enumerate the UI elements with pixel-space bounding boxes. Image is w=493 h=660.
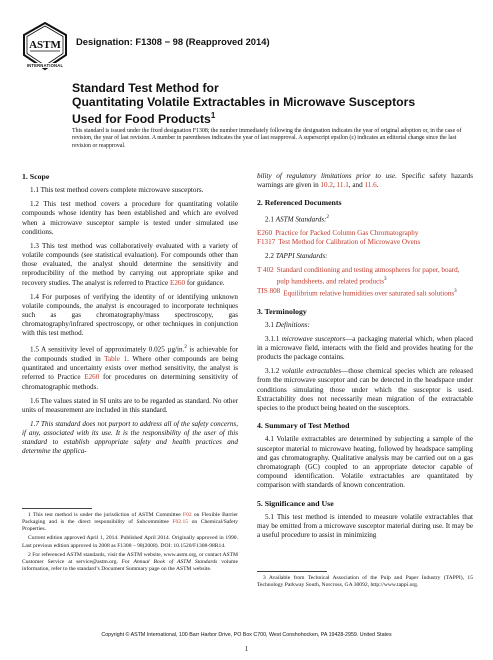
- para-1-5-text-d: for procedures on determining sensitivity of chromatographic methods.: [22, 373, 238, 391]
- section-heading-significance: 5. Significance and Use: [257, 498, 334, 508]
- sep-1: ,: [332, 181, 337, 190]
- title-line-1: Standard Test Method for: [72, 81, 219, 95]
- footnote-1-text-c: on Chemical/Safety Properties.: [22, 519, 238, 533]
- reference-item[interactable]: [257, 287, 473, 299]
- issuance-note: This standard is issued under the fixed designation F1308; the number immediately following the designation indicates the year of original adoption or, in the case of revision, the year of last revision. A number in parentheses indicates the year of last reapproval. A superscript epsilon (ε) indicates an editorial change since the last revision or reapproval.: [72, 128, 462, 149]
- footnote-3: 3 Available from Technical Association of the Pulp and Paper Industry (TAPPI), 15 Technology Parkway South, Norcross, GA 30092, http://www.tappi.org.: [257, 575, 473, 589]
- defs-heading-num: 3.1: [265, 320, 276, 329]
- title-line-3-text: Used for Food Products: [72, 112, 211, 127]
- para-1-5-text-a: 1.5 A sensitivity level of approximately 0.025 µg/in.: [30, 345, 185, 354]
- link-table-1[interactable]: Table 1: [104, 355, 128, 364]
- link-11-6[interactable]: 11.6: [364, 181, 377, 190]
- section-heading-scope: 1. Scope: [22, 172, 50, 181]
- reference-title[interactable]: [277, 266, 473, 287]
- reference-item[interactable]: [257, 266, 473, 287]
- reference-title-text[interactable]: Standard conditioning and testing atmospheres for paper, board, pulp handsheets, and related products: [276, 266, 460, 286]
- footnote-1-text-a: 1 This test method is under the jurisdiction of ASTM Committee: [28, 512, 183, 518]
- reference-title[interactable]: [283, 287, 456, 299]
- copyright-line: Copyright © ASTM International, 100 Barr Harbor Drive, PO Box C700, West Conshohocken, PA 19428-2959. United States: [101, 632, 392, 638]
- para-1-7: 1.7 This standard does not purport to address all of the safety concerns, if any, associated with its use. It is the responsibility of the user of this standard to establish appropriate safety and health practices and determine the applica-: [22, 419, 238, 456]
- reference-code[interactable]: TIS 808: [257, 286, 281, 295]
- para-1-7-cont-italic: bility of regulatory limitations prior to use.: [257, 172, 397, 180]
- para-1-6: 1.6 The values stated in SI units are to be regarded as standard. No other units of measurement are included in this standard.: [22, 396, 238, 414]
- definition-number: 3.1.2: [265, 367, 283, 376]
- link-f02[interactable]: F02: [182, 512, 192, 518]
- logo-caption: INTERNATIONAL: [22, 63, 68, 68]
- link-e260[interactable]: E260: [169, 278, 186, 287]
- title-line-2: Quantitating Volatile Extractables in Microwave Susceptors: [72, 94, 416, 109]
- footnote-2: [22, 552, 238, 573]
- period: .: [376, 181, 379, 190]
- definition-text: —a packaging material which, when placed in a microwave field, interacts with the field and provides heating for the products the package contains.: [257, 334, 473, 362]
- definitions-heading: [257, 321, 473, 330]
- reference-item[interactable]: [257, 229, 473, 238]
- footnote-divider-right: [257, 571, 327, 572]
- para-1-7-cont-text: Specific safety hazards warnings are given in: [257, 172, 473, 190]
- left-column: [22, 172, 238, 461]
- footnotes-right: [257, 575, 473, 591]
- footnote-2-text-b: volume information, refer to the standard’s Document Summary page on the ASTM website.: [22, 558, 238, 573]
- link-11-1[interactable]: 11.1: [336, 181, 349, 190]
- astm-heading-label: ASTM Standards:: [275, 214, 327, 223]
- para-1-7-continued: [257, 172, 473, 190]
- astm-heading-num: 2.1: [265, 214, 276, 223]
- para-4-1: 4.1 Volatile extractables are determined by subjecting a sample of the susceptor material to microwave heating, followed by headspace sampling and gas chromatography. Qualitative analysis may be carried out on a gas chromatograph (GC) coupled to an appropriate detector capable of compound identification. Volatile extractables are quantitated by comparison with standards of known concentration.: [257, 435, 473, 490]
- para-1-5-sup: 2: [184, 345, 187, 351]
- section-heading-summary: 4. Summary of Test Method: [257, 421, 350, 431]
- tappi-standards-heading: [257, 252, 473, 261]
- definition-3-1-1: [257, 335, 473, 363]
- para-1-5-text-b: is achievable for the compounds studied in: [22, 345, 238, 364]
- title-line-3: [72, 109, 462, 127]
- reference-code[interactable]: E260: [257, 228, 273, 237]
- link-e260-2[interactable]: E260: [84, 373, 100, 382]
- definition-number: 3.1.1: [265, 334, 282, 343]
- para-1-3-text-b: for guidance.: [185, 278, 225, 287]
- footnote-1-text-b: on Flexible Barrier Packaging and is the direct responsibility of Subcommittee: [22, 512, 238, 526]
- astm-reference-list: [257, 229, 473, 247]
- reference-code[interactable]: T 402: [257, 266, 274, 275]
- astm-standards-heading: [257, 213, 473, 225]
- para-1-5: [22, 343, 238, 391]
- link-10-2[interactable]: 10.2: [320, 181, 333, 190]
- footnote-2-italic: Annual Book of ASTM Standards: [133, 558, 218, 565]
- document-title: [72, 82, 462, 127]
- para-1-5-text-c: . Where other compounds are being quantitated and uncertainty exists over method sensitivity, the analyst is referred to Practice: [22, 355, 238, 382]
- link-f02-15[interactable]: F02.15: [172, 519, 189, 526]
- footnote-1: [22, 512, 238, 533]
- section-heading-terminology: 3. Terminology: [257, 306, 307, 316]
- footnote-divider-left: [22, 508, 92, 509]
- reference-title-text[interactable]: Equilibrium relative humidities over saturated salt solutions: [283, 289, 455, 298]
- para-5-1: 5.1 This test method is intended to measure volatile extractables that may be emitted from a microwave susceptor material during use. It may be a useful procedure to assist in minimizing: [257, 512, 473, 540]
- footnote-1-edition: Current edition approved April 1, 2014. Published April 2014. Originally approved in 1990. Last previous edition approved in 2008 as F1308 – 98(2008). DOI: 10.1520/F1308-98R14.: [22, 535, 238, 549]
- footnotes-left: [22, 512, 238, 575]
- title-footnote-ref: 1: [210, 111, 216, 121]
- right-column: [257, 172, 473, 545]
- reference-item[interactable]: [257, 238, 473, 247]
- definition-term: volatile extractables: [282, 367, 342, 376]
- defs-heading-label: Definitions:: [275, 320, 310, 329]
- reference-sup: 3: [454, 288, 457, 294]
- astm-heading-sup: 2: [326, 214, 329, 220]
- para-1-3-text-a: 1.3 This test method was collaboratively evaluated with a variety of volatile compounds (see statistical evaluation). For compounds other than those evaluated, the analyst should determine the sensitivity and reproducibility of the method by carrying out appropriate spike and recovery studies. The analyst is referred to Practice: [22, 241, 238, 287]
- para-1-4: 1.4 For purposes of verifying the identity of or identifying unknown volatile compounds, the analyst is encouraged to incorporate techniques such as gas chromatography/mass spectroscopy, gas chromatography/infrared spectroscopy, or other techniques in conjunction with this test method.: [22, 292, 238, 338]
- reference-code[interactable]: F1317: [257, 238, 276, 247]
- definition-text: —those chemical species which are released from the microwave susceptor and can be detected in the headspace under conditions simulating those under which the susceptor is used. Extractability does not necessarily mean migration of the extractable species to the product being heated on the susceptors.: [257, 367, 473, 412]
- para-1-1: 1.1 This test method covers complete microwave susceptors.: [30, 186, 204, 195]
- tappi-heading-num: 2.2: [265, 252, 276, 261]
- svg-text:ASTM: ASTM: [29, 39, 61, 51]
- sep-2: , and: [348, 181, 365, 190]
- para-1-2: 1.2 This test method covers a procedure for quantitating volatile compounds whose identity has been established and which are evolved when a microwave susceptor sample is tested under simulated use conditions.: [22, 200, 238, 236]
- para-1-3: [22, 242, 238, 288]
- reference-sup: 3: [384, 277, 387, 283]
- definition-term: microwave susceptors: [281, 334, 346, 343]
- page-number: 1: [244, 645, 249, 653]
- section-heading-references: 2. Referenced Documents: [257, 198, 342, 208]
- astm-logo: [22, 22, 68, 72]
- definition-3-1-2: [257, 367, 473, 413]
- tappi-reference-list: [257, 266, 473, 298]
- footnote-2-text-a: 2 For referenced ASTM standards, visit the ASTM website, www.astm.org, or contact ASTM Customer Service at service@astm.org. For: [22, 551, 238, 565]
- tappi-heading-label: TAPPI Standards:: [275, 252, 328, 261]
- designation: Designation: F1308 − 98 (Reapproved 2014): [76, 36, 270, 47]
- reference-title[interactable]: Practice for Packed Column Gas Chromatography: [275, 228, 419, 237]
- reference-title[interactable]: Test Method for Calibration of Microwave Ovens: [278, 238, 421, 247]
